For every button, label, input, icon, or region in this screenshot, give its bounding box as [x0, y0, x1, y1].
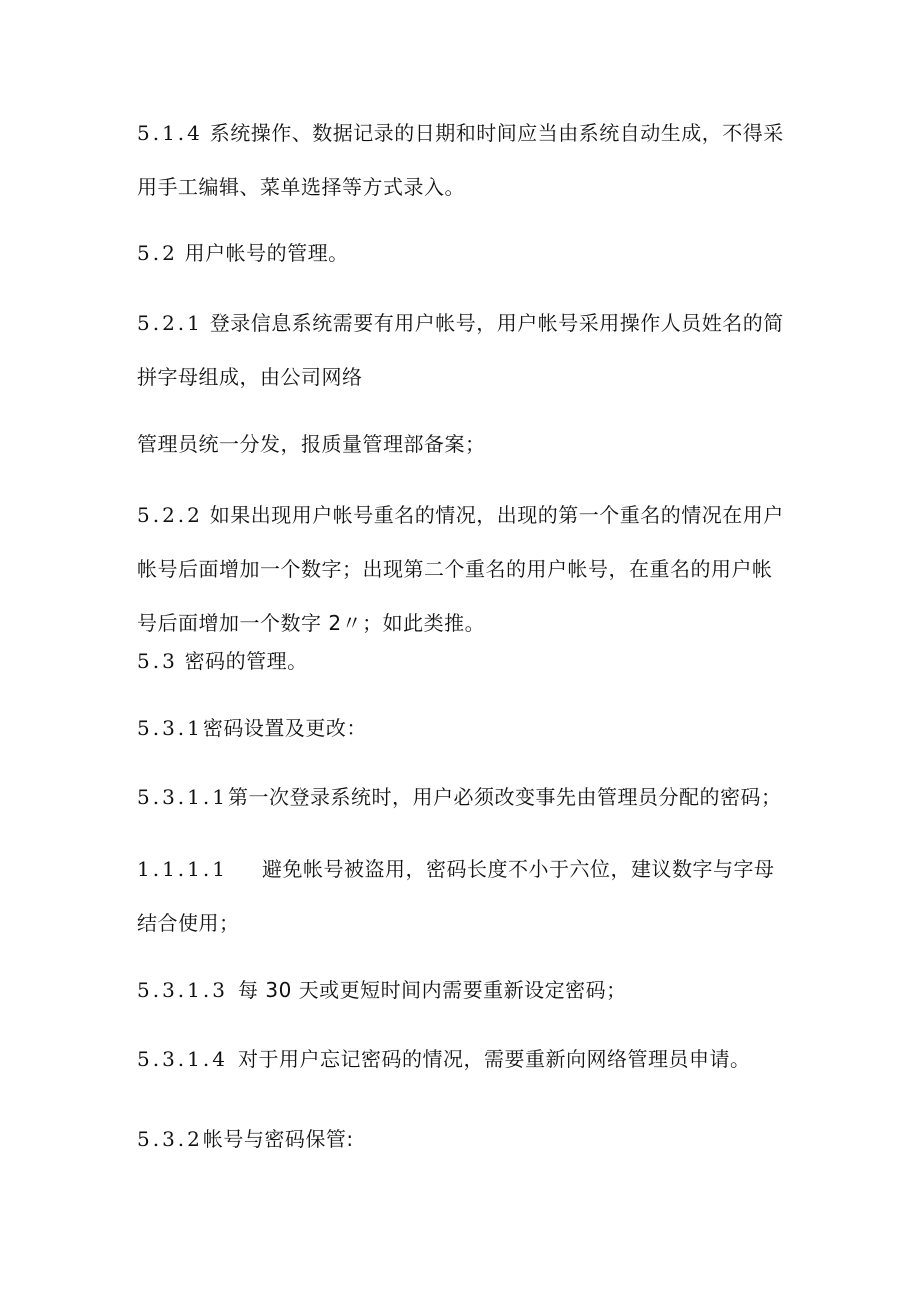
paragraph-5-3-1-1	[137, 770, 787, 824]
paragraph-text: 每 30 天或更短时间内需要重新设定密码；	[237, 978, 627, 1002]
section-number: 5.2.1	[137, 311, 203, 335]
paragraph-5-3	[137, 634, 787, 688]
section-number: 5.3.1.1	[137, 785, 228, 809]
section-number: 5.3.1.4	[137, 1047, 228, 1071]
section-number: 5.3.1.3	[137, 978, 228, 1002]
paragraph-5-3-1-4	[137, 1032, 787, 1086]
paragraph-5-2-1	[137, 296, 787, 404]
section-number: 5.3	[137, 649, 178, 673]
paragraph-text: 帐号与密码保管:	[202, 1127, 354, 1151]
paragraph-text: 如果出现用户帐号重名的情况，出现的第一个重名的情况在用户帐号后面增加一个数字；出现第二个重名的用户帐号，在重名的用户帐号后面增加一个数字 2〃；如此类推。	[137, 503, 784, 635]
paragraph-text: 密码设置及更改：	[202, 716, 367, 740]
paragraph-5-1-4	[137, 106, 787, 214]
paragraph-5-2-2	[137, 488, 787, 650]
paragraph-text: 对于用户忘记密码的情况，需要重新向网络管理员申请。	[237, 1047, 751, 1071]
paragraph-text: 登录信息系统需要有用户帐号，用户帐号采用操作人员姓名的简拼字母组成，由公司网络	[137, 311, 784, 389]
paragraph-5-3-1-3	[137, 963, 787, 1017]
paragraph-5-3-2	[137, 1112, 787, 1166]
paragraph-text: 避免帐号被盗用，密码长度不小于六位，建议数字与字母结合使用；	[137, 857, 775, 935]
paragraph-text: 系统操作、数据记录的日期和时间应当由系统自动生成，不得采用手工编辑、菜单选择等方式录入。	[137, 121, 784, 199]
paragraph-5-2-1-continued	[137, 417, 787, 471]
section-number: 5.1.4	[137, 121, 203, 145]
section-number: 5.3.1	[137, 716, 203, 740]
section-number: 1.1.1.1	[137, 857, 228, 881]
paragraph-5-2	[137, 226, 787, 280]
paragraph-1-1-1-1	[137, 842, 787, 950]
paragraph-text: 第一次登录系统时，用户必须改变事先由管理员分配的密码；	[227, 785, 782, 809]
paragraph-5-3-1	[137, 701, 787, 755]
section-number: 5.2.2	[137, 503, 203, 527]
paragraph-text: 用户帐号的管理。	[184, 241, 349, 265]
paragraph-text: 管理员统一分发，报质量管理部备案；	[137, 432, 486, 456]
paragraph-text: 密码的管理。	[184, 649, 308, 673]
section-number: 5.2	[137, 241, 178, 265]
section-number: 5.3.2	[137, 1127, 203, 1151]
